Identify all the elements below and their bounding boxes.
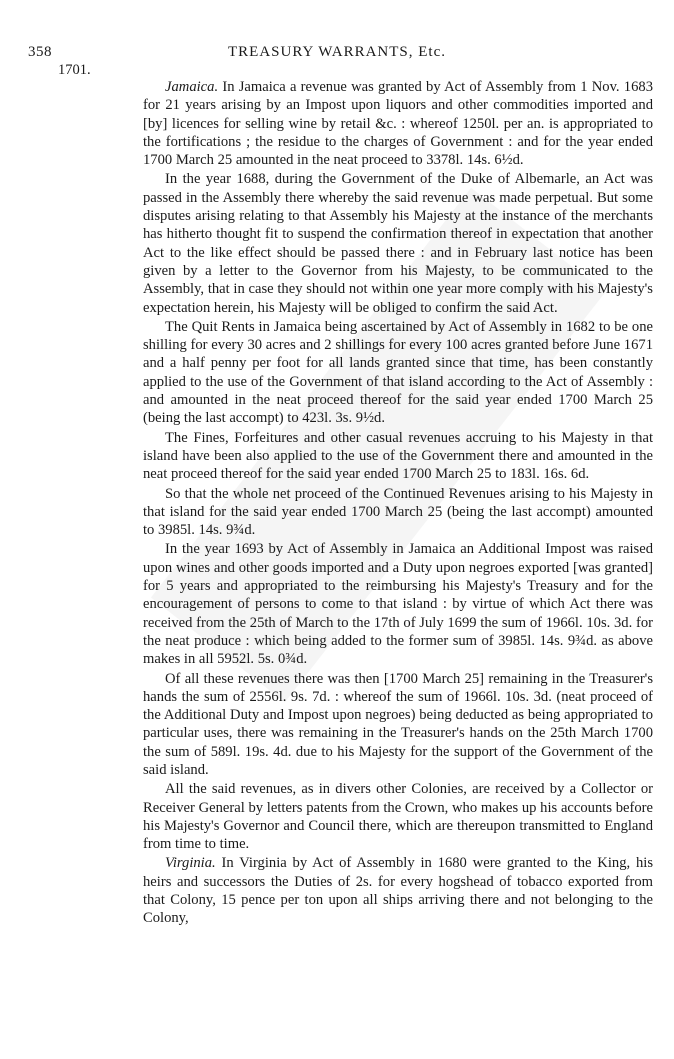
paragraph <box>143 780 653 853</box>
paragraph-text: Of all these revenues there was then [1700 March 25] remaining in the Treasurer's hands the sum of 2556l. 9s. 7d. : whereof the sum of 1966l. 10s. 3d. (neat proceed of the Additional Duty and Impost upon negroes) being deducted as being appropriated to particular uses, there was remaining in the Treasurer's hands on the 25th March 1700 the sum of 589l. 19s. 4d. due to his Majesty for the support of the Government of the said island. <box>143 670 653 778</box>
paragraph-text: The Quit Rents in Jamaica being ascertained by Act of Assembly in 1682 to be one shilling for every 30 acres and 2 shillings for every 100 acres granted before June 1671 and a half penny per foot for all lands granted since that time, has been constantly applied to the use of the Government of that island according to the Act of Assembly : and amounted in the neat proceed thereof for the said year ended 1700 March 25 (being the last accompt) to 423l. 3s. 9½d. <box>143 318 653 427</box>
paragraph-lead: Jamaica. <box>165 79 219 95</box>
paragraph <box>143 429 653 484</box>
paragraph-text: In the year 1693 by Act of Assembly in Jamaica an Additional Impost was raised upon wines and other goods imported and a Duty upon negroes exported [was granted] for 5 years and appropriated to the reimbursing his Majesty's Treasury and for the encouragement of persons to come to that island : by virtue of which Act there was received from the 25th of March to the 17th of July 1699 the sum of 1966l. 10s. 3d. for the neat produce : which being added to the former sum of 3985l. 14s. 9¾d. as above makes in all 5952l. 5s. 0¾d. <box>143 541 653 668</box>
paragraph-text: All the said revenues, as in divers other Colonies, are received by a Collector or Receiver General by letters patents from the Crown, who makes up his accounts before his Majesty's Governor and Council there, which are thereupon transmitted to England from time to time. <box>143 781 653 853</box>
margin-year: 1701. <box>58 62 91 78</box>
paragraph-jamaica <box>143 78 653 169</box>
paragraph-virginia <box>143 854 653 927</box>
paragraph-text: In the year 1688, during the Government of the Duke of Albemarle, an Act was passed in the Assembly there whereby the said revenue was made perpetual. But some disputes arising relating to that Assembly his Majesty at the instance of the merchants has hitherto thought fit to suspend the confirmation thereof in expectation that another Act to the like effect should be passed there : and in February last notice has been given by a letter to the Governor from his Majesty, to be communicated to the Assembly, that in case they should not within one year more comply with his Majesty's expectation herein, his Majesty will be obliged to confirm the said Act. <box>143 171 653 316</box>
running-head: TREASURY WARRANTS, Etc. <box>227 44 446 60</box>
page-number: 358 <box>28 44 52 60</box>
paragraph-text: In Virginia by Act of Assembly in 1680 were granted to the King, his heirs and successors the Duties of 2s. for every hogshead of tobacco exported from that Colony, 15 pence per ton upon all ships arriving there and not belonging to the Colony, <box>143 855 653 927</box>
paragraph-text: In Jamaica a revenue was granted by Act of Assembly from 1 Nov. 1683 for 21 years arising by an Impost upon liquors and other commodities imported and [by] licences for selling wine by retail &c. : whereof 1250l. per an. is appropriated to the fortifications ; the residue to the charges of Government : and for the year ended 1700 March 25 amounted in the neat proceed to 3378l. 14s. 6½d. <box>143 79 653 169</box>
paragraph-text: The Fines, Forfeitures and other casual revenues accruing to his Majesty in that island have been also applied to the use of the Government there and amounted in the neat proceed thereof for the said year ended 1700 March 25 to 183l. 16s. 6d. <box>143 429 653 483</box>
paragraph-text: So that the whole net proceed of the Continued Revenues arising to his Majesty in that island for the said year ended 1700 March 25 (being the last accompt) amounted to 3985l. 14s. 9¾d. <box>143 485 653 539</box>
paragraph <box>143 318 653 428</box>
paragraph <box>143 485 653 540</box>
paragraph-lead: Virginia. <box>165 855 216 872</box>
paragraph <box>143 170 653 316</box>
paragraph <box>143 670 653 780</box>
body-text <box>143 78 653 929</box>
paragraph <box>143 540 653 668</box>
